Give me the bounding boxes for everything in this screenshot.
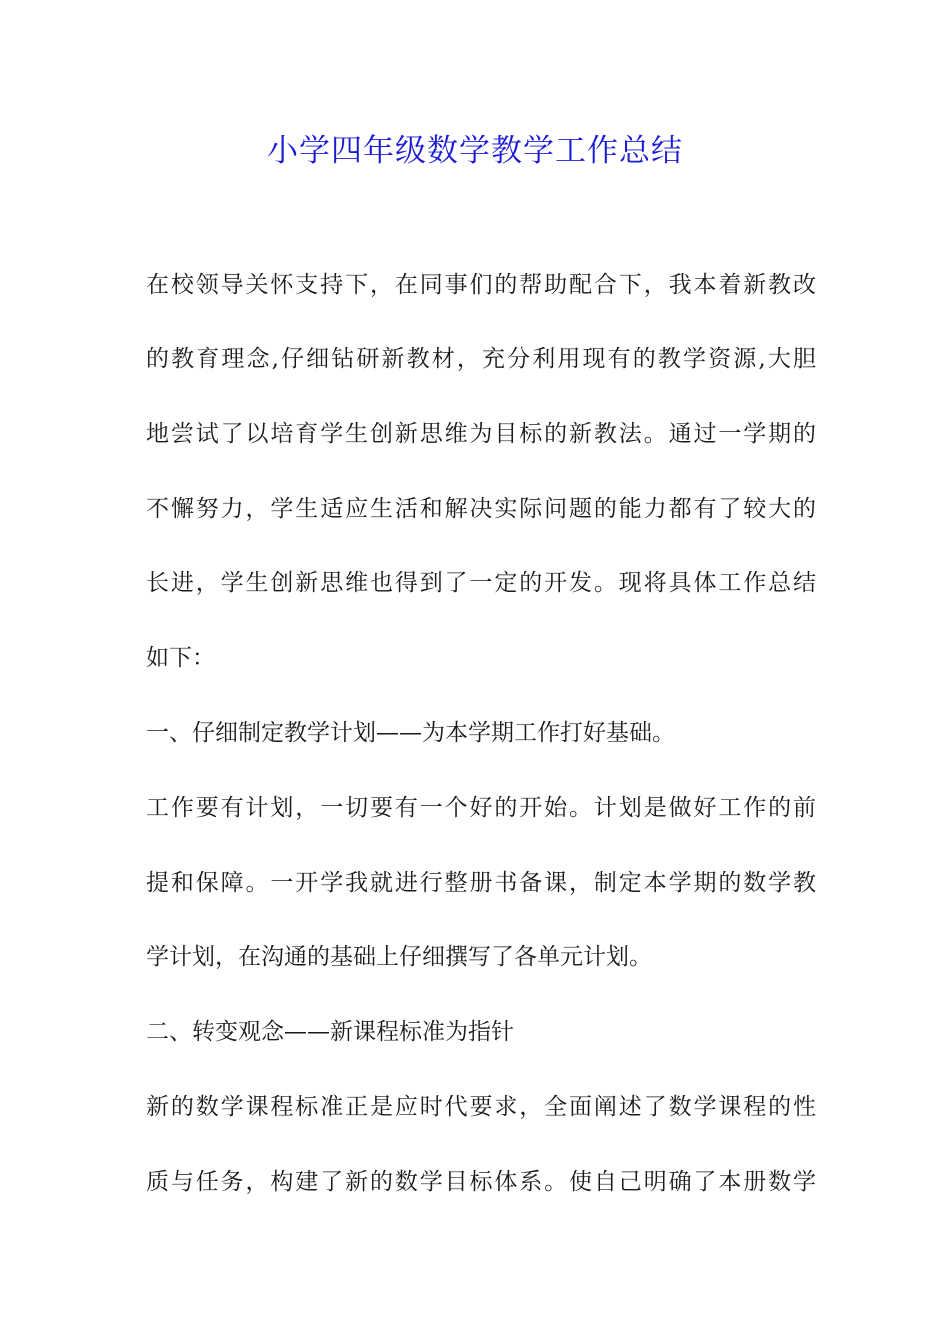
paragraph-line: 不懈努力，学生适应生活和解决实际问题的能力都有了较大的 [146, 496, 816, 522]
paragraph-line: 如下： [146, 645, 215, 671]
paragraph-line: 提和保障。一开学我就进行整册书备课，制定本学期的数学教 [146, 870, 816, 896]
paragraph-line: 学计划，在沟通的基础上仔细撰写了各单元计划。 [146, 944, 652, 970]
document-title: 小学四年级数学教学工作总结 [267, 133, 683, 169]
section-heading: 一、仔细制定教学计划——为本学期工作打好基础。 [146, 720, 675, 746]
paragraph-line: 工作要有计划，一切要有一个好的开始。计划是做好工作的前 [146, 795, 816, 821]
paragraph-line: 在校领导关怀支持下，在同事们的帮助配合下，我本着新教改 [146, 272, 816, 298]
paragraph-line: 质与任务，构建了新的数学目标体系。使自己明确了本册数学 [146, 1169, 816, 1195]
paragraph-line: 地尝试了以培育学生创新思维为目标的新教法。通过一学期的 [146, 421, 816, 447]
paragraph-line: 的教育理念,仔细钻研新教材，充分利用现有的教学资源,大胆 [146, 346, 816, 372]
section-heading: 二、转变观念——新课程标准为指针 [146, 1019, 514, 1045]
paragraph-line: 长进，学生创新思维也得到了一定的开发。现将具体工作总结 [146, 570, 816, 596]
paragraph-line: 新的数学课程标准正是应时代要求，全面阐述了数学课程的性 [146, 1094, 816, 1120]
